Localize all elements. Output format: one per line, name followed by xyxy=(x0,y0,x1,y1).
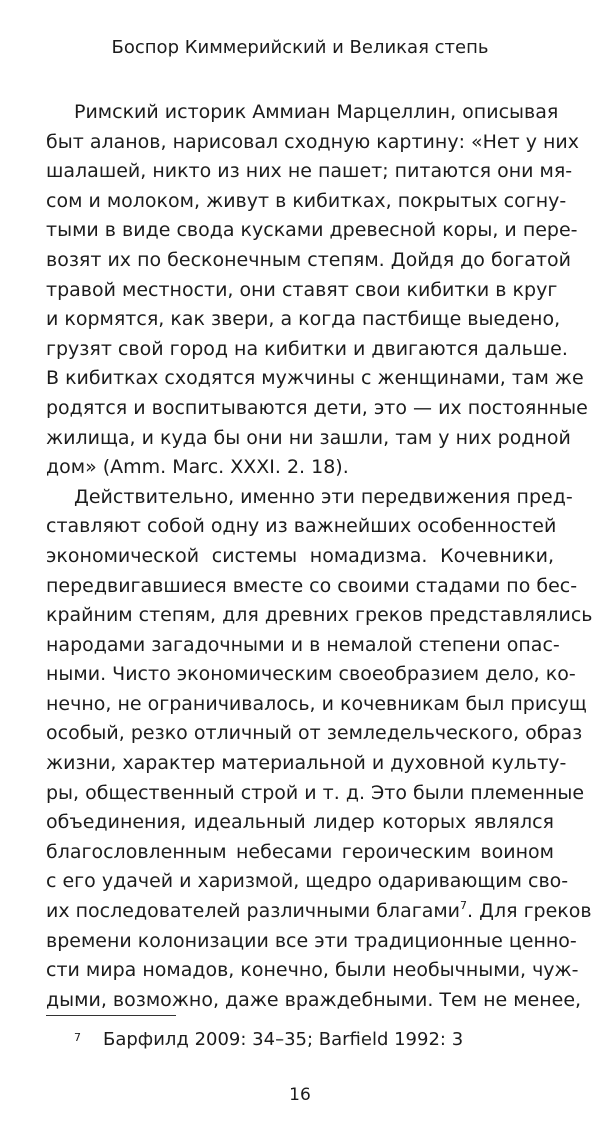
text-line: быт аланов, нарисовал сходную картину: «Нет у них xyxy=(46,130,580,153)
text-line: экономической системы номадизма. Кочевники, xyxy=(46,544,554,567)
text-line: дом» (Amm. Marc. XXXI. 2. 18). xyxy=(46,456,349,479)
text-line: народами загадочными и в немалой степени опас- xyxy=(46,633,560,656)
text-line: сти мира номадов, конечно, были необычными, чуж- xyxy=(46,959,579,982)
text-line: тыми в виде свода кусками древесной коры, и пере- xyxy=(46,219,578,242)
footnote-text: Барфилд 2009: 34–35; Barfield 1992: 3 xyxy=(103,1029,464,1050)
text-line: ставляют собой одну из важнейших особенностей xyxy=(46,515,557,538)
footnote-reference[interactable]: 7 xyxy=(460,899,468,913)
text-line: родятся и воспитываются дети, это — их постоянные xyxy=(46,396,588,419)
page-number: 16 xyxy=(289,1085,311,1105)
text-line: ры, общественный строй и т. д. Это были племенные xyxy=(46,781,585,804)
text-line: травой местности, они ставят свои кибитки в круг xyxy=(46,278,558,301)
text-line: грузят свой город на кибитки и двигаются дальше. xyxy=(46,337,568,360)
text-fragment: . Для греков xyxy=(467,900,592,923)
text-line: передвигавшиеся вместе со своими стадами по бес- xyxy=(46,574,578,597)
text-line: и кормятся, как звери, а когда пастбище выедено, xyxy=(46,308,561,331)
text-line: возят их по бесконечным степям. Дойдя до богатой xyxy=(46,248,571,271)
text-line: благословленным небесами героическим воином xyxy=(46,840,554,863)
text-line: Римский историк Аммиан Марцеллин, описывая xyxy=(74,101,559,123)
text-line: крайним степям, для древних греков представлялись xyxy=(46,604,593,627)
text-line-with-footnote xyxy=(46,897,592,927)
footnote xyxy=(46,1029,554,1051)
text-line: шалашей, никто из них не пашет; питаются они мя- xyxy=(46,160,573,183)
text-line: особый, резко отличный от земледельческого, образ xyxy=(46,722,583,745)
footnote-number: 7 xyxy=(74,1031,81,1044)
text-line: нечно, не ограничивалось, и кочевникам был присущ xyxy=(46,692,587,715)
text-line: дыми, возможно, даже враждебными. Тем не менее, xyxy=(46,988,582,1011)
text-line: сом и молоком, живут в кибитках, покрытых согну- xyxy=(46,189,567,212)
text-line: времени колонизации все эти традиционные ценно- xyxy=(46,929,577,952)
running-head: Боспор Киммерийский и Великая степь xyxy=(111,37,489,58)
footnote-divider xyxy=(46,1015,176,1016)
text-line: с его удачей и харизмой, щедро одаривающим сво- xyxy=(46,870,569,893)
text-line: жизни, характер материальной и духовной культу- xyxy=(46,752,567,775)
text-line: Действительно, именно эти передвижения пред- xyxy=(74,485,573,508)
text-line: ными. Чисто экономическим своеобразием дело, ко- xyxy=(46,663,576,686)
text-line: объединения, идеальный лидер которых являлся xyxy=(46,811,554,834)
text-line: жилища, и куда бы они ни зашли, там у них родной xyxy=(46,426,571,449)
text-fragment: их последователей различными благами xyxy=(46,900,461,923)
text-line: В кибитках сходятся мужчины с женщинами, там же xyxy=(46,367,584,390)
body-text xyxy=(46,98,593,1015)
